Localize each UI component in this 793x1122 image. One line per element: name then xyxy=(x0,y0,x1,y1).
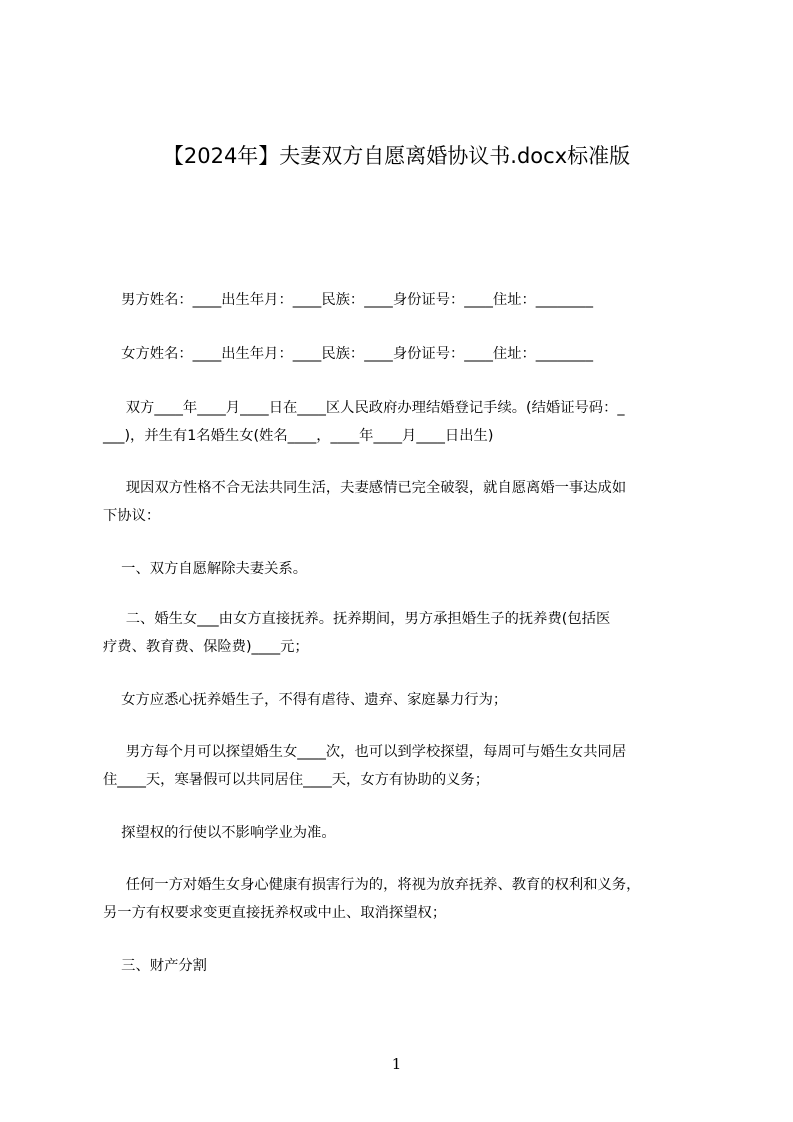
paragraph-line: 住____天，寒暑假可以共同居住____天，女方有协助的义务； xyxy=(103,772,490,788)
paragraph-divorce-reason xyxy=(103,474,707,530)
paragraph-line: 男方每个月可以探望婚生女____次，也可以到学校探望，每周可与婚生女共同居 xyxy=(103,744,627,760)
document-title: 【2024年】夫妻双方自愿离婚协议书.docx标准版 xyxy=(162,144,631,168)
paragraph-male-info xyxy=(103,286,707,314)
paragraph-marriage-registration xyxy=(103,394,707,450)
paragraph-line: 女方姓名：____出生年月：____民族：____身份证号：____住址：________ xyxy=(103,346,593,362)
clause-3-heading xyxy=(103,952,707,980)
clause-2-custody xyxy=(103,605,707,661)
paragraph-visitation-limit xyxy=(103,819,707,847)
paragraph-line: 探望权的行使以不影响学业为准。 xyxy=(103,825,336,841)
paragraph-line: 另一方有权要求变更直接抚养权或中止、取消探望权； xyxy=(103,905,447,921)
paragraph-visitation xyxy=(103,738,707,794)
paragraph-line: 任何一方对婚生女身心健康有损害行为的，将视为放弃抚养、教育的权利和义务， xyxy=(103,877,641,893)
paragraph-line: 一、双方自愿解除夫妻关系。 xyxy=(103,561,308,577)
paragraph-female-duty xyxy=(103,686,707,714)
paragraph-line: 三、财产分割 xyxy=(103,958,207,974)
paragraph-line: ___)，并生有1名婚生女(姓名____，____年____月____日出生) xyxy=(103,428,494,444)
paragraph-line: 二、婚生女___由女方直接抚养。抚养期间，男方承担婚生子的抚养费(包括医 xyxy=(103,611,611,627)
paragraph-harm-clause xyxy=(103,871,707,927)
paragraph-line: 男方姓名：____出生年月：____民族：____身份证号：____住址：________ xyxy=(103,292,593,308)
page-number: 1 xyxy=(391,1055,402,1073)
paragraph-female-info xyxy=(103,340,707,368)
paragraph-line: 双方____年____月____日在____区人民政府办理结婚登记手续。(结婚证号码：_ xyxy=(103,400,625,416)
paragraph-line: 现因双方性格不合无法共同生活，夫妻感情已完全破裂，就自愿离婚一事达成如 xyxy=(103,480,627,496)
paragraph-line: 下协议： xyxy=(103,508,161,524)
clause-1-heading xyxy=(103,555,707,583)
paragraph-line: 女方应悉心抚养婚生子，不得有虐待、遗弃、家庭暴力行为； xyxy=(103,692,508,708)
paragraph-line: 疗费、教育费、保险费)____元； xyxy=(103,639,309,655)
